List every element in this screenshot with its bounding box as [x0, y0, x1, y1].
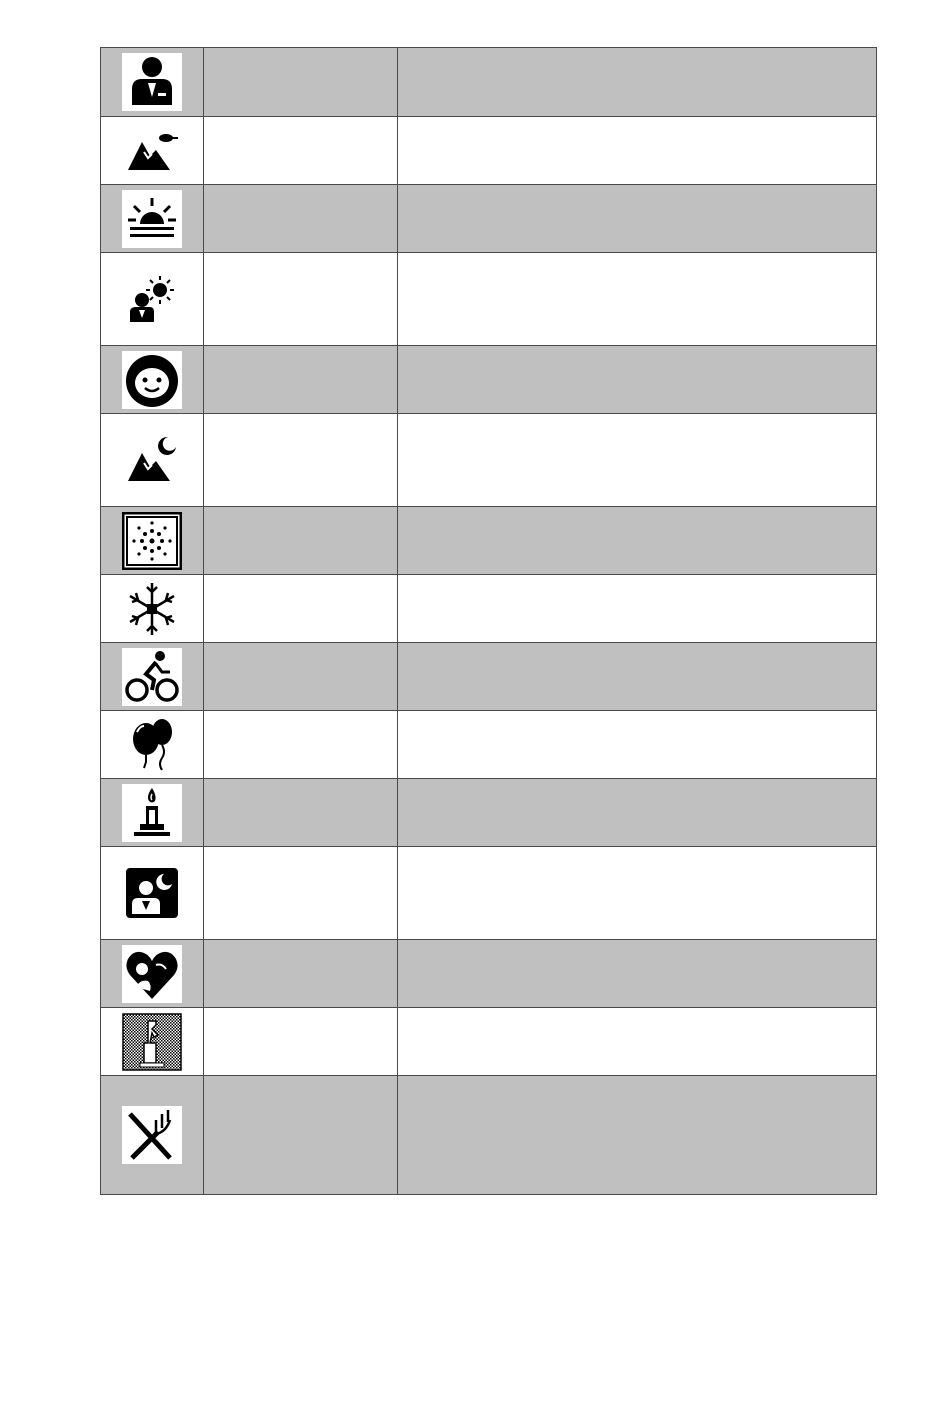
- mode-name: [204, 1076, 398, 1195]
- table-row: [101, 779, 877, 847]
- mode-name: [204, 48, 398, 117]
- sports-cyclist-icon: [122, 648, 182, 706]
- mode-description: [398, 940, 877, 1008]
- mode-description: [398, 575, 877, 643]
- snow-icon: [122, 580, 182, 638]
- mode-name: [204, 117, 398, 185]
- table-row: [101, 940, 877, 1008]
- mode-name: [204, 847, 398, 940]
- mode-name: [204, 414, 398, 507]
- table-row: [101, 253, 877, 346]
- table-row: [101, 414, 877, 507]
- landscape-icon: [122, 122, 182, 180]
- table-row: [101, 711, 877, 779]
- mode-name: [204, 185, 398, 253]
- mode-description: [398, 847, 877, 940]
- mode-name: [204, 711, 398, 779]
- mode-name: [204, 940, 398, 1008]
- table-row: [101, 117, 877, 185]
- mode-name: [204, 346, 398, 414]
- fireworks-icon: [122, 512, 182, 570]
- mode-description: [398, 414, 877, 507]
- mode-description: [398, 48, 877, 117]
- mode-description: [398, 1008, 877, 1076]
- mode-description: [398, 779, 877, 847]
- museum-statue-icon: [122, 1013, 182, 1071]
- table-row: [101, 346, 877, 414]
- mode-description: [398, 185, 877, 253]
- baby-face-icon: [122, 351, 182, 409]
- mode-name: [204, 575, 398, 643]
- table-row: [101, 48, 877, 117]
- mode-name: [204, 253, 398, 346]
- mode-description: [398, 643, 877, 711]
- mode-description: [398, 1076, 877, 1195]
- mode-description: [398, 253, 877, 346]
- table-row: [101, 575, 877, 643]
- mode-name: [204, 779, 398, 847]
- mode-description: [398, 507, 877, 575]
- table-row: [101, 507, 877, 575]
- scene-mode-table: [100, 47, 877, 1195]
- mode-name: [204, 507, 398, 575]
- table-row: [101, 1076, 877, 1195]
- table-row: [101, 185, 877, 253]
- candlelight-icon: [122, 784, 182, 842]
- party-balloons-icon: [122, 716, 182, 774]
- night-portrait-icon: [122, 864, 182, 922]
- table-row: [101, 643, 877, 711]
- sunset-icon: [122, 190, 182, 248]
- mode-name: [204, 643, 398, 711]
- mode-description: [398, 117, 877, 185]
- portrait-icon: [122, 53, 182, 111]
- soft-skin-heart-icon: [122, 945, 182, 1003]
- mode-description: [398, 346, 877, 414]
- table-row: [101, 847, 877, 940]
- table-row: [101, 1008, 877, 1076]
- mode-description: [398, 711, 877, 779]
- food-cutlery-icon: [122, 1106, 182, 1164]
- mode-name: [204, 1008, 398, 1076]
- backlight-portrait-icon: [122, 270, 182, 328]
- night-landscape-icon: [122, 431, 182, 489]
